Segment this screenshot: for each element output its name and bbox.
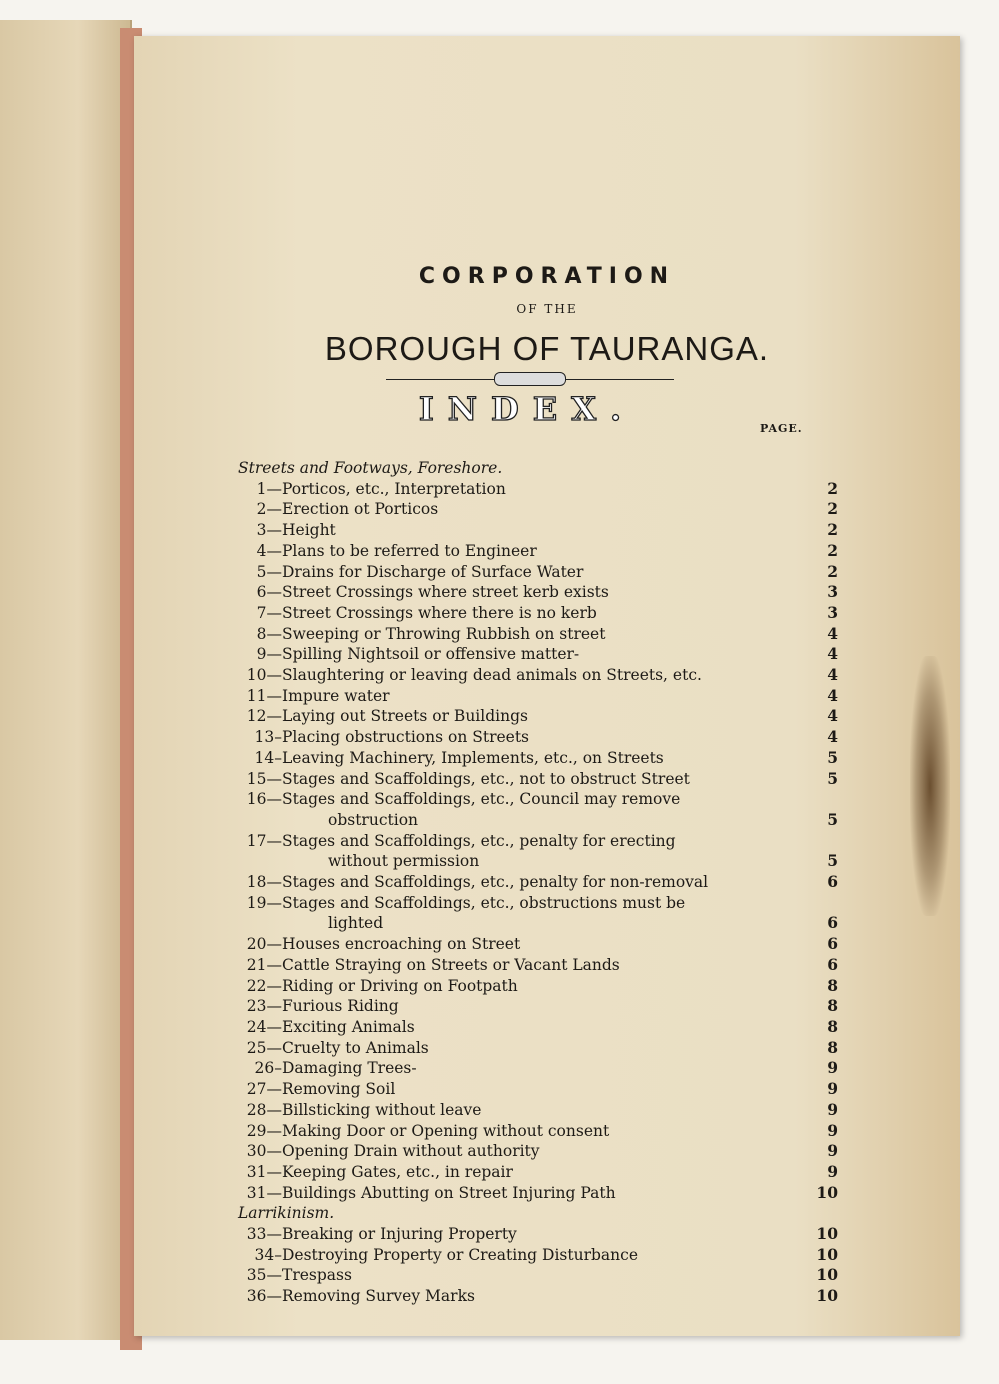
entry-title: Keeping Gates, etc., in repair	[282, 1162, 513, 1181]
entry-number: 12—	[246, 707, 282, 726]
entry-page: 8	[827, 975, 838, 995]
entry-title: Cruelty to Animals	[282, 1038, 429, 1057]
entry-title: Street Crossings where street kerb exists	[282, 583, 609, 602]
entry-page: 2	[827, 540, 838, 560]
index-entry	[238, 520, 838, 541]
entry-number: 1—	[256, 479, 282, 498]
index-list	[238, 458, 838, 1307]
entry-title: Furious Riding	[282, 997, 399, 1016]
entry-number: 14–	[254, 748, 282, 767]
index-entry	[238, 706, 838, 727]
page-column-header: PAGE.	[760, 422, 803, 435]
entry-number: 22—	[246, 976, 282, 995]
entry-page: 4	[827, 644, 838, 664]
entry-title: Buildings Abutting on Street Injuring Path	[282, 1183, 616, 1202]
entry-page: 10	[816, 1265, 838, 1285]
index-entry	[238, 1058, 838, 1079]
entry-number: 23—	[246, 997, 282, 1016]
entry-title: Billsticking without leave	[282, 1100, 482, 1119]
entry-number: 11—	[246, 686, 282, 705]
entry-number: 29—	[246, 1121, 282, 1140]
entry-title: Houses encroaching on Street	[282, 935, 521, 954]
index-entry	[238, 955, 838, 976]
stain	[910, 656, 950, 916]
entry-page: 8	[827, 1016, 838, 1036]
entry-title-continued: without permission	[328, 852, 480, 871]
entry-number: 19—	[246, 893, 282, 912]
index-entry	[238, 499, 838, 520]
entry-page: 5	[827, 809, 838, 829]
entry-page: 5	[827, 768, 838, 788]
index-entry	[238, 1038, 838, 1059]
entry-number: 17—	[246, 831, 282, 850]
entry-number: 33—	[246, 1225, 282, 1244]
entry-page: 9	[827, 1120, 838, 1140]
entry-title: Stages and Scaffoldings, etc., penalty for non-removal	[282, 873, 709, 892]
index-entry	[238, 1100, 838, 1121]
entry-number: 31—	[246, 1162, 282, 1181]
entry-page: 8	[827, 996, 838, 1016]
entry-page: 3	[827, 602, 838, 622]
entry-page: 2	[827, 478, 838, 498]
section-heading: Streets and Footways, Foreshore.	[238, 459, 503, 477]
entry-number: 35—	[246, 1266, 282, 1285]
entry-number: 15—	[246, 769, 282, 788]
entry-number: 30—	[246, 1142, 282, 1161]
index-entry	[238, 1286, 838, 1307]
index-entry	[238, 479, 838, 500]
entry-number: 9—	[256, 645, 282, 664]
entry-number: 34–	[254, 1245, 282, 1264]
entry-page: 6	[827, 934, 838, 954]
entry-title: Stages and Scaffoldings, etc., not to obstruct Street	[282, 769, 690, 788]
index-entry	[238, 1245, 838, 1266]
entry-title: Stages and Scaffoldings, etc., obstructions must be	[282, 893, 686, 912]
entry-page: 9	[827, 1058, 838, 1078]
entry-title: Leaving Machinery, Implements, etc., on Streets	[282, 748, 664, 767]
entry-page: 10	[816, 1224, 838, 1244]
entry-page: 4	[827, 727, 838, 747]
entry-page: 4	[827, 706, 838, 726]
entry-number: 24—	[246, 1017, 282, 1036]
entry-page: 10	[816, 1182, 838, 1202]
entry-title: Destroying Property or Creating Disturbance	[282, 1245, 638, 1264]
entry-title: Sweeping or Throwing Rubbish on street	[282, 624, 606, 643]
index-entry	[238, 769, 838, 790]
entry-number: 25—	[246, 1038, 282, 1057]
title-of-the: OF THE	[516, 302, 578, 316]
index-entry	[238, 665, 838, 686]
entry-page: 4	[827, 623, 838, 643]
entry-page: 4	[827, 665, 838, 685]
entry-number: 26–	[254, 1059, 282, 1078]
index-entry	[238, 872, 838, 893]
entry-number: 7—	[256, 603, 282, 622]
title-corporation: CORPORATION	[418, 264, 676, 289]
entry-title: Riding or Driving on Footpath	[282, 976, 518, 995]
index-entry	[238, 748, 838, 769]
index-entry	[238, 789, 838, 810]
index-entry	[238, 562, 838, 583]
index-entry	[238, 541, 838, 562]
section-heading: Larrikinism.	[238, 1204, 335, 1223]
index-entry	[238, 686, 838, 707]
index-entry	[238, 1224, 838, 1245]
entry-number: 20—	[246, 935, 282, 954]
entry-page: 10	[816, 1286, 838, 1306]
index-entry-continuation	[238, 913, 838, 934]
index-entry	[238, 976, 838, 997]
entry-number: 13–	[254, 728, 282, 747]
index-entry	[238, 1141, 838, 1162]
entry-title: Making Door or Opening without consent	[282, 1121, 610, 1140]
entry-number: 21—	[246, 955, 282, 974]
entry-title: Height	[282, 521, 336, 540]
entry-title: Removing Soil	[282, 1080, 396, 1099]
entry-title-continued: obstruction	[328, 810, 419, 829]
entry-number: 18—	[246, 873, 282, 892]
entry-page: 5	[827, 851, 838, 871]
index-entry	[238, 893, 838, 914]
index-entry	[238, 1079, 838, 1100]
index-entry	[238, 1265, 838, 1286]
entry-number: 6—	[256, 583, 282, 602]
index-entry	[238, 644, 838, 665]
index-entry	[238, 1121, 838, 1142]
index-entry-continuation	[238, 851, 838, 872]
entry-title: Breaking or Injuring Property	[282, 1225, 517, 1244]
index-entry	[238, 996, 838, 1017]
entry-number: 31—	[246, 1183, 282, 1202]
entry-title: Impure water	[282, 686, 390, 705]
entry-title: Slaughtering or leaving dead animals on Streets, etc.	[282, 666, 702, 685]
entry-page: 9	[827, 1079, 838, 1099]
index-entry-continuation	[238, 810, 838, 831]
entry-page: 2	[827, 520, 838, 540]
entry-number: 36—	[246, 1287, 282, 1306]
title-borough: BOROUGH OF TAURANGA.	[324, 330, 770, 367]
entry-title: Stages and Scaffoldings, etc., penalty for erecting	[282, 831, 676, 850]
index-entry	[238, 1183, 838, 1204]
entry-page: 6	[827, 913, 838, 933]
entry-page: 5	[827, 747, 838, 767]
entry-title: Porticos, etc., Interpretation	[282, 479, 506, 498]
entry-title: Spilling Nightsoil or offensive matter-	[282, 645, 580, 664]
index-entry	[238, 1017, 838, 1038]
entry-page: 2	[827, 561, 838, 581]
entry-title: Drains for Discharge of Surface Water	[282, 562, 584, 581]
index-entry	[238, 1162, 838, 1183]
entry-page: 3	[827, 582, 838, 602]
entry-number: 2—	[256, 500, 282, 519]
entry-title: Street Crossings where there is no kerb	[282, 603, 597, 622]
index-page	[134, 36, 960, 1336]
index-entry	[238, 934, 838, 955]
entry-title: Placing obstructions on Streets	[282, 728, 530, 747]
entry-title: Stages and Scaffoldings, etc., Council may remove	[282, 790, 681, 809]
entry-page: 4	[827, 685, 838, 705]
entry-page: 10	[816, 1244, 838, 1264]
entry-title: Trespass	[282, 1266, 352, 1285]
entry-number: 4—	[256, 541, 282, 560]
entry-title: Opening Drain without authority	[282, 1142, 540, 1161]
entry-page: 9	[827, 1141, 838, 1161]
index-entry	[238, 831, 838, 852]
entry-number: 16—	[246, 790, 282, 809]
entry-page: 8	[827, 1037, 838, 1057]
entry-page: 6	[827, 872, 838, 892]
entry-number: 27—	[246, 1080, 282, 1099]
entry-title: Removing Survey Marks	[282, 1287, 475, 1306]
index-entry	[238, 624, 838, 645]
index-entry	[238, 727, 838, 748]
ornament	[494, 372, 566, 386]
entry-title: Plans to be referred to Engineer	[282, 541, 537, 560]
entry-page: 2	[827, 499, 838, 519]
entry-title: Exciting Animals	[282, 1017, 415, 1036]
entry-number: 8—	[256, 624, 282, 643]
entry-title: Cattle Straying on Streets or Vacant Lands	[282, 955, 620, 974]
entry-page: 9	[827, 1161, 838, 1181]
entry-title: Damaging Trees-	[282, 1059, 417, 1078]
index-entry	[238, 603, 838, 624]
entry-number: 3—	[256, 521, 282, 540]
entry-title: Laying out Streets or Buildings	[282, 707, 528, 726]
index-entry	[238, 582, 838, 603]
entry-page: 9	[827, 1099, 838, 1119]
entry-title-continued: lighted	[328, 914, 384, 933]
entry-title: Erection ot Porticos	[282, 500, 439, 519]
entry-page: 6	[827, 954, 838, 974]
entry-number: 5—	[256, 562, 282, 581]
entry-number: 28—	[246, 1100, 282, 1119]
left-page	[0, 20, 132, 1340]
entry-number: 10—	[246, 666, 282, 685]
index-heading: INDEX.	[418, 390, 636, 428]
